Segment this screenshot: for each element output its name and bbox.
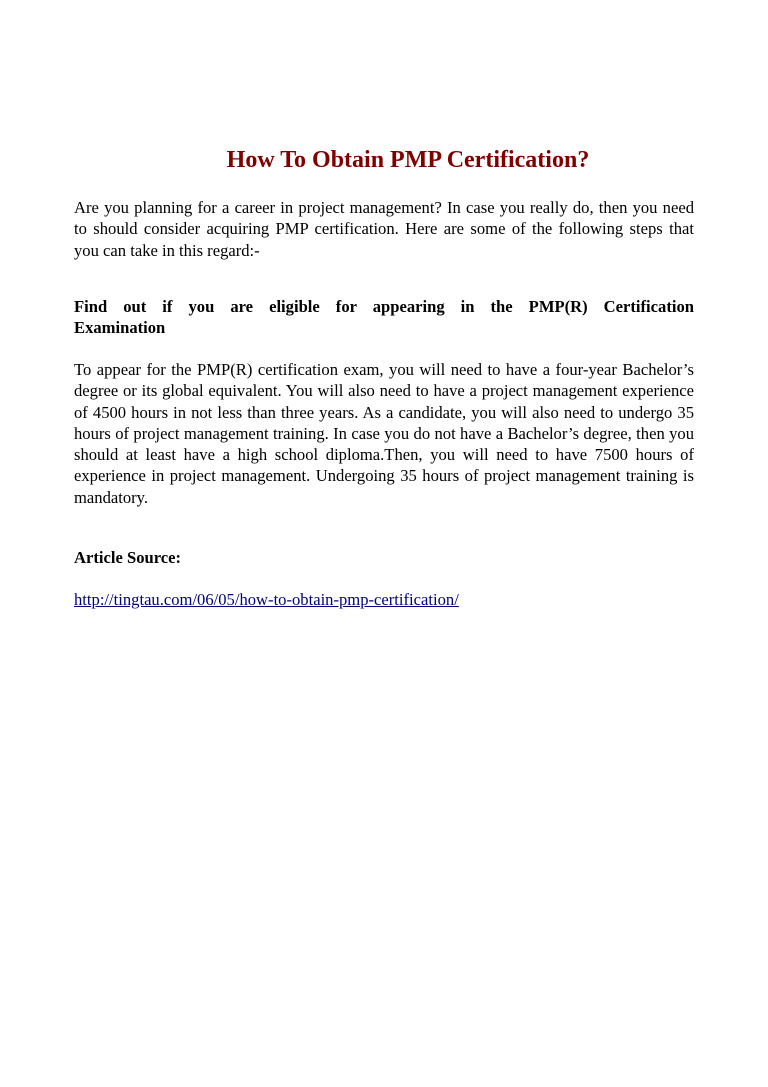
section-body-paragraph: To appear for the PMP(R) certification exam, you will need to have a four-year Bachelor’s degree or its global equivalent. You will also need to have a project management experience of 4500 hours in not less than three years. As a candidate, you will also need to undergo 35 hours of project management training. In case you do not have a Bachelor’s degree, then you should at least have a high school diploma.Then, you will need to have 7500 hours of experience in project management. Undergoing 35 hours of project management training is mandatory. xyxy=(74,360,694,507)
document-title: How To Obtain PMP Certification? xyxy=(226,147,590,174)
article-source-label: Article Source: xyxy=(74,548,182,567)
article-source-link[interactable]: http://tingtau.com/06/05/how-to-obtain-pmp-certification/ xyxy=(74,590,459,609)
intro-paragraph: Are you planning for a career in project management? In case you really do, then you need to should consider acquiring PMP certification. Here are some of the following steps that you can take in this regard:- xyxy=(74,198,694,260)
section-heading: Find out if you are eligible for appearing in the PMP(R) Certification Examination xyxy=(74,297,694,338)
